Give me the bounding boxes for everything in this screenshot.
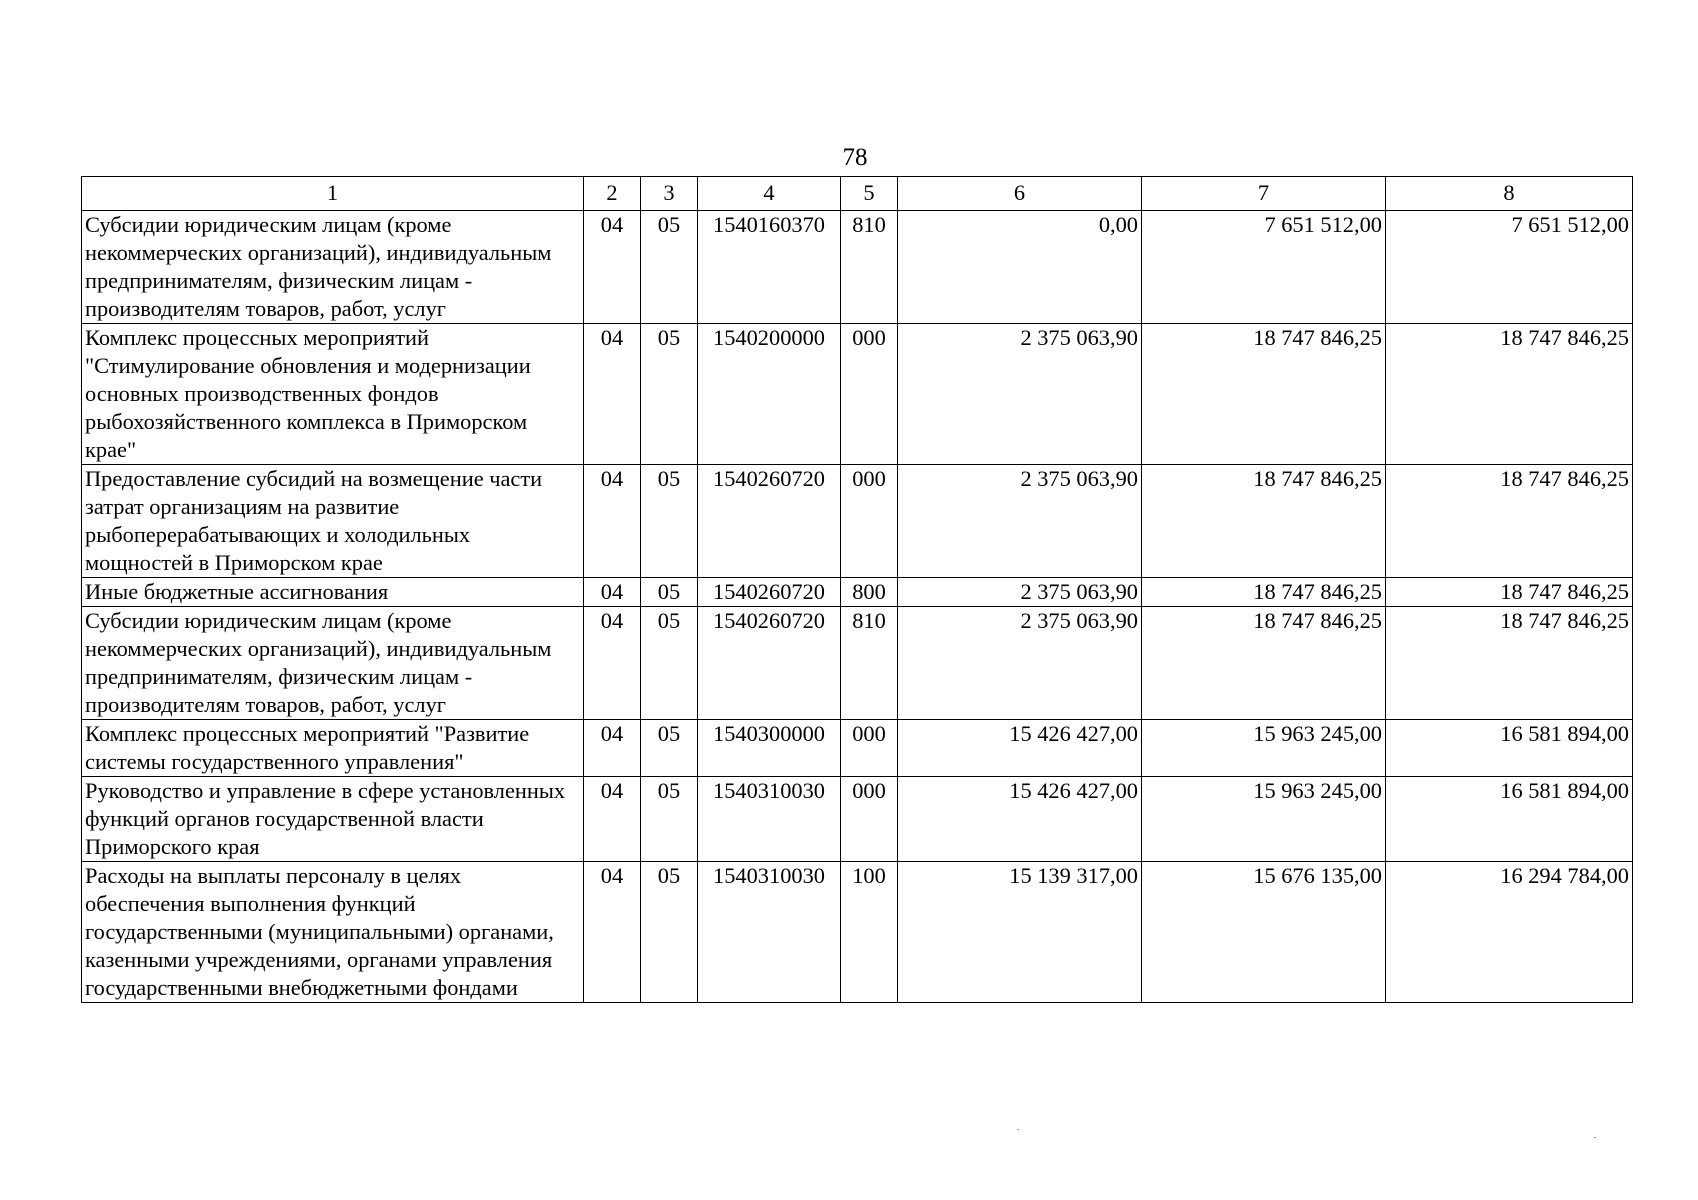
row-section-code: 04 [584, 862, 641, 1003]
row-subsection-code: 05 [641, 862, 698, 1003]
row-amount-col7: 18 747 846,25 [1142, 607, 1386, 720]
table-row [82, 720, 1633, 777]
column-header-3: 3 [641, 177, 698, 211]
row-section-code: 04 [584, 720, 641, 777]
scan-speck [1017, 1129, 1019, 1130]
row-expense-type: 810 [841, 211, 898, 324]
row-amount-col7: 18 747 846,25 [1142, 465, 1386, 578]
row-name: Руководство и управление в сфере установленных функций органов государственной власти Приморского края [82, 777, 584, 862]
row-expense-type: 000 [841, 720, 898, 777]
row-subsection-code: 05 [641, 324, 698, 465]
row-amount-col7: 18 747 846,25 [1142, 324, 1386, 465]
row-amount-col6: 15 426 427,00 [898, 720, 1142, 777]
row-amount-col8: 7 651 512,00 [1386, 211, 1633, 324]
row-subsection-code: 05 [641, 211, 698, 324]
row-target-article: 1540260720 [698, 465, 841, 578]
table-row [82, 578, 1633, 607]
row-subsection-code: 05 [641, 720, 698, 777]
column-header-5: 5 [841, 177, 898, 211]
table-row [82, 777, 1633, 862]
row-amount-col7: 15 676 135,00 [1142, 862, 1386, 1003]
row-name: Субсидии юридическим лицам (кроме некоммерческих организаций), индивидуальным предпринимателям, физическим лицам - производителям товаров, работ, услуг [82, 607, 584, 720]
row-amount-col8: 16 294 784,00 [1386, 862, 1633, 1003]
row-amount-col8: 16 581 894,00 [1386, 720, 1633, 777]
row-subsection-code: 05 [641, 607, 698, 720]
row-amount-col8: 18 747 846,25 [1386, 607, 1633, 720]
table-row [82, 324, 1633, 465]
row-target-article: 1540310030 [698, 777, 841, 862]
header-row [82, 177, 1633, 211]
row-name: Предоставление субсидий на возмещение части затрат организациям на развитие рыбоперерабатывающих и холодильных мощностей в Приморском крае [82, 465, 584, 578]
row-amount-col6: 0,00 [898, 211, 1142, 324]
table-row [82, 862, 1633, 1003]
row-subsection-code: 05 [641, 578, 698, 607]
row-expense-type: 810 [841, 607, 898, 720]
column-header-2: 2 [584, 177, 641, 211]
column-header-4: 4 [698, 177, 841, 211]
row-section-code: 04 [584, 465, 641, 578]
row-section-code: 04 [584, 324, 641, 465]
row-amount-col6: 2 375 063,90 [898, 607, 1142, 720]
row-section-code: 04 [584, 211, 641, 324]
table-row [82, 465, 1633, 578]
row-amount-col7: 18 747 846,25 [1142, 578, 1386, 607]
row-expense-type: 000 [841, 324, 898, 465]
row-amount-col8: 18 747 846,25 [1386, 578, 1633, 607]
table-row [82, 211, 1633, 324]
row-amount-col7: 15 963 245,00 [1142, 720, 1386, 777]
row-expense-type: 000 [841, 465, 898, 578]
row-amount-col6: 15 426 427,00 [898, 777, 1142, 862]
row-amount-col8: 18 747 846,25 [1386, 324, 1633, 465]
row-name: Иные бюджетные ассигнования [82, 578, 584, 607]
column-header-6: 6 [898, 177, 1142, 211]
row-name: Расходы на выплаты персоналу в целях обеспечения выполнения функций государственными (муниципальными) органами, казенными учреждениями, органами управления государственными внебюджетными фондами [82, 862, 584, 1003]
table-row [82, 607, 1633, 720]
scan-speck [1594, 1137, 1596, 1138]
row-subsection-code: 05 [641, 777, 698, 862]
row-expense-type: 000 [841, 777, 898, 862]
row-amount-col7: 15 963 245,00 [1142, 777, 1386, 862]
row-name: Субсидии юридическим лицам (кроме некоммерческих организаций), индивидуальным предпринимателям, физическим лицам - производителям товаров, работ, услуг [82, 211, 584, 324]
row-target-article: 1540310030 [698, 862, 841, 1003]
row-section-code: 04 [584, 578, 641, 607]
row-section-code: 04 [584, 607, 641, 720]
row-amount-col7: 7 651 512,00 [1142, 211, 1386, 324]
row-amount-col6: 2 375 063,90 [898, 324, 1142, 465]
row-target-article: 1540200000 [698, 324, 841, 465]
row-target-article: 1540260720 [698, 578, 841, 607]
row-target-article: 1540300000 [698, 720, 841, 777]
row-name: Комплекс процессных мероприятий "Стимулирование обновления и модернизации основных производственных фондов рыбохозяйственного комплекса в Приморском крае" [82, 324, 584, 465]
column-header-1: 1 [82, 177, 584, 211]
row-section-code: 04 [584, 777, 641, 862]
row-amount-col6: 2 375 063,90 [898, 578, 1142, 607]
row-target-article: 1540260720 [698, 607, 841, 720]
column-header-8: 8 [1386, 177, 1633, 211]
row-expense-type: 100 [841, 862, 898, 1003]
row-expense-type: 800 [841, 578, 898, 607]
row-amount-col6: 2 375 063,90 [898, 465, 1142, 578]
row-amount-col8: 16 581 894,00 [1386, 777, 1633, 862]
row-amount-col6: 15 139 317,00 [898, 862, 1142, 1003]
row-name: Комплекс процессных мероприятий "Развитие системы государственного управления" [82, 720, 584, 777]
row-subsection-code: 05 [641, 465, 698, 578]
budget-table [81, 176, 1633, 1003]
column-header-7: 7 [1142, 177, 1386, 211]
row-amount-col8: 18 747 846,25 [1386, 465, 1633, 578]
page-number: 78 [842, 144, 868, 171]
row-target-article: 1540160370 [698, 211, 841, 324]
